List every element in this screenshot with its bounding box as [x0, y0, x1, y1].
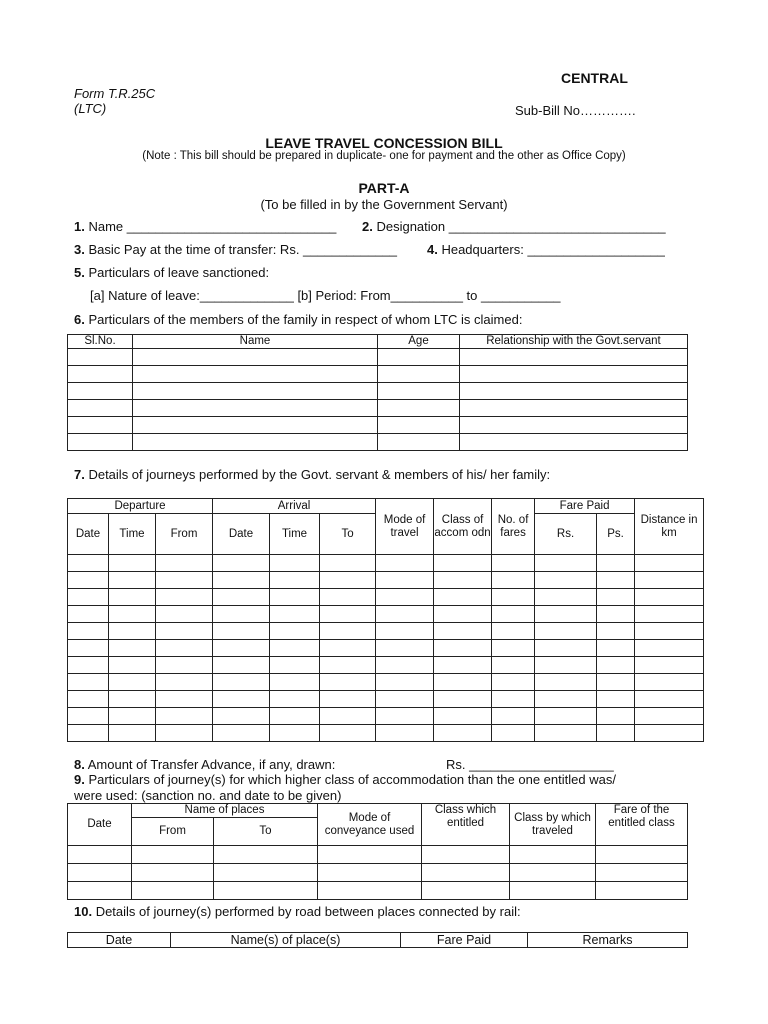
header-class: Class of accom odn [434, 499, 492, 555]
table-row[interactable] [68, 349, 688, 366]
table-row[interactable] [68, 708, 704, 725]
field-number: 2. [362, 219, 373, 234]
field-label: Details of journey(s) performed by road between places connected by rail: [92, 904, 521, 919]
table-row[interactable] [68, 400, 688, 417]
form-code [74, 86, 155, 116]
header-arr-to: To [320, 514, 376, 555]
field-higher-class-heading [74, 772, 616, 787]
table-row[interactable] [68, 366, 688, 383]
form-type: (LTC) [74, 101, 107, 116]
header-class-traveled: Class by which traveled [510, 804, 596, 846]
header-road-date: Date [68, 933, 171, 948]
field-label: Name _____________________________ [84, 219, 337, 234]
table-row[interactable] [68, 434, 688, 451]
header-to: To [214, 818, 318, 846]
road-journey-table [67, 932, 688, 948]
table-row[interactable] [68, 589, 704, 606]
header-from: From [132, 818, 214, 846]
field-label: Particulars of journey(s) for which higher class of accommodation than the one entitled was/ [84, 772, 616, 787]
table-row[interactable] [68, 691, 704, 708]
field-designation[interactable] [362, 219, 666, 234]
field-journeys-heading [74, 467, 550, 482]
field-number: 5. [74, 265, 85, 280]
header-road-places: Name(s) of place(s) [171, 933, 401, 948]
table-row[interactable] [68, 882, 688, 900]
header-fare-entitled: Fare of the entitled class [596, 804, 688, 846]
header-mode-of-conveyance: Mode of conveyance used [318, 804, 422, 846]
field-transfer-advance-amount[interactable]: Rs. ____________________ [446, 757, 614, 772]
header-rs: Rs. [535, 514, 597, 555]
table-row[interactable] [68, 674, 704, 691]
header-dep-from: From [156, 514, 213, 555]
central-label: CENTRAL [561, 70, 628, 86]
field-road-journey-heading [74, 904, 521, 919]
part-a-title: PART-A [358, 180, 410, 196]
header-class-entitled: Class which entitled [422, 804, 510, 846]
table-row[interactable] [68, 417, 688, 434]
field-label: Particulars of the members of the family in respect of whom LTC is claimed: [84, 312, 523, 327]
higher-class-table [67, 803, 688, 900]
field-name[interactable] [74, 219, 336, 234]
header-date: Date [68, 804, 132, 846]
field-family-heading [74, 312, 522, 327]
header-no-of-fares: No. of fares [492, 499, 535, 555]
table-row[interactable] [68, 640, 704, 657]
header-name: Name [133, 335, 378, 349]
field-number: 8. [74, 757, 85, 772]
table-row[interactable] [68, 725, 704, 742]
header-departure: Departure [68, 499, 213, 514]
field-leave-details[interactable]: [a] Nature of leave:_____________ [b] Period: From__________ to ___________ [90, 288, 561, 303]
header-mode-of-travel: Mode of travel [376, 499, 434, 555]
table-row[interactable] [68, 555, 704, 572]
header-age: Age [378, 335, 460, 349]
header-dep-time: Time [109, 514, 156, 555]
field-transfer-advance [74, 757, 335, 772]
table-row[interactable] [68, 572, 704, 589]
header-name-of-places: Name of places [132, 804, 318, 818]
table-row[interactable] [68, 383, 688, 400]
table-row[interactable] [68, 657, 704, 674]
part-a-subtitle: (To be filled in by the Government Servant) [260, 197, 508, 212]
header-arr-date: Date [213, 514, 270, 555]
field-label: Designation ______________________________ [372, 219, 666, 234]
header-ps: Ps. [597, 514, 635, 555]
table-row[interactable] [68, 864, 688, 882]
sub-bill-number: Sub-Bill No…………. [515, 103, 636, 118]
field-number: 9. [74, 772, 85, 787]
field-number: 7. [74, 467, 85, 482]
field-headquarters[interactable] [427, 242, 665, 257]
field-label: Details of journeys performed by the Govt. servant & members of his/ her family: [84, 467, 551, 482]
field-label: Basic Pay at the time of transfer: Rs. _____________ [84, 242, 398, 257]
field-basic-pay[interactable] [74, 242, 397, 257]
field-number: 4. [427, 242, 438, 257]
header-road-remarks: Remarks [528, 933, 688, 948]
header-road-fare: Fare Paid [401, 933, 528, 948]
header-sl-no: Sl.No. [68, 335, 133, 349]
header-arrival: Arrival [213, 499, 376, 514]
title-note: (Note : This bill should be prepared in duplicate- one for payment and the other as Office Copy) [142, 150, 626, 162]
table-row[interactable] [68, 846, 688, 864]
header-fare-paid: Fare Paid [535, 499, 635, 514]
field-higher-class-heading-2: were used: (sanction no. and date to be given) [74, 788, 342, 803]
field-label: Particulars of leave sanctioned: [84, 265, 270, 280]
header-arr-time: Time [270, 514, 320, 555]
header-distance: Distance in km [635, 499, 704, 555]
page-title: LEAVE TRAVEL CONCESSION BILL [265, 135, 503, 151]
field-leave-heading [74, 265, 269, 280]
header-relationship: Relationship with the Govt.servant [460, 335, 688, 349]
form-number: Form T.R.25C [74, 86, 156, 101]
header-dep-date: Date [68, 514, 109, 555]
field-label: Headquarters: ___________________ [437, 242, 665, 257]
journey-table [67, 498, 704, 742]
field-number: 10. [74, 904, 93, 919]
field-number: 3. [74, 242, 85, 257]
field-number: 1. [74, 219, 85, 234]
table-row[interactable] [68, 606, 704, 623]
field-number: 6. [74, 312, 85, 327]
family-table [67, 334, 688, 451]
table-row[interactable] [68, 623, 704, 640]
field-label: Amount of Transfer Advance, if any, drawn: [84, 757, 336, 772]
